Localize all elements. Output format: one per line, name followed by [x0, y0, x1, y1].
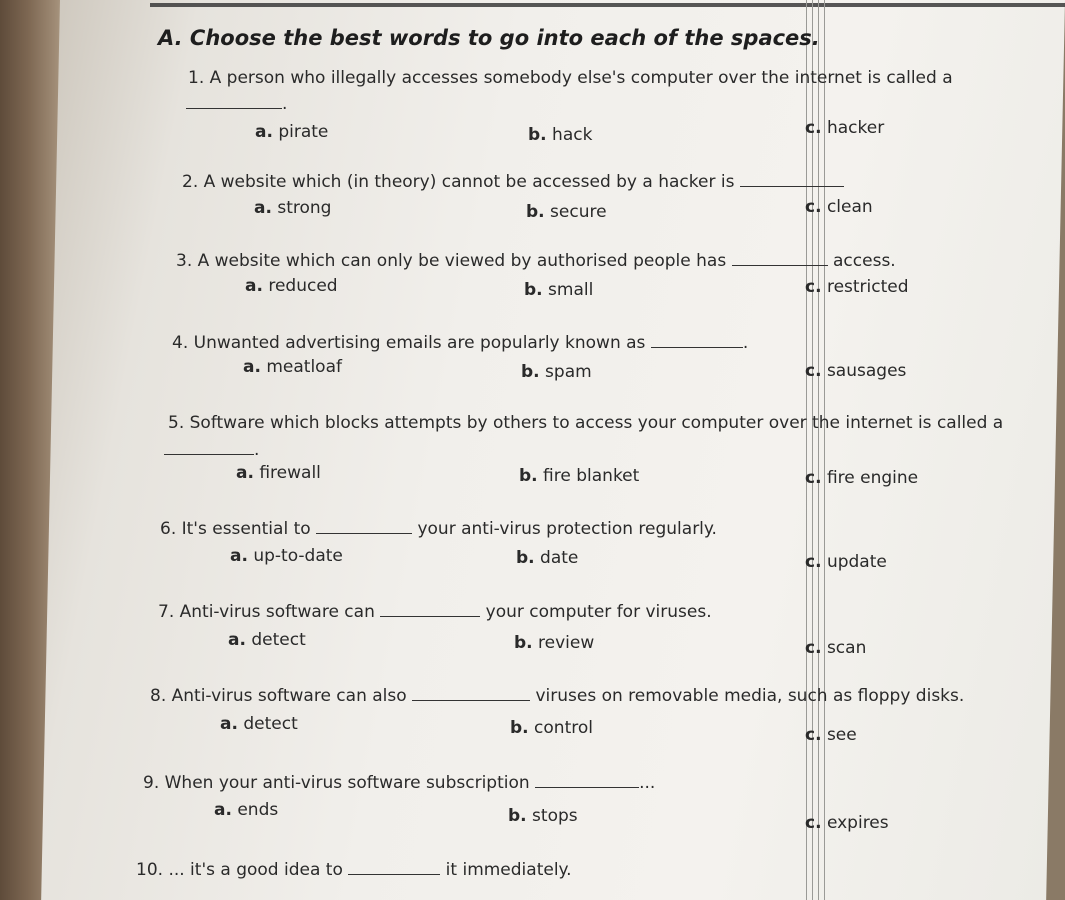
question-text: 8. Anti-virus software can also — [150, 686, 407, 706]
option-a[interactable]: a. reduced — [245, 276, 338, 296]
option-b[interactable]: b. review — [514, 633, 595, 653]
option-b[interactable]: b. hack — [528, 125, 593, 145]
question-text: 3. A website which can only be viewed by authorised people has — [176, 251, 727, 271]
option-c[interactable]: c. see — [805, 725, 857, 745]
question-text: viruses on removable media, such as floppy disks. — [535, 686, 965, 706]
answer-blank[interactable] — [380, 602, 480, 617]
option-b[interactable]: b. spam — [521, 362, 592, 382]
option-a[interactable]: a. up-to-date — [230, 546, 343, 566]
option-b[interactable]: b. stops — [508, 806, 578, 826]
question-text: 10. ... it's a good idea to — [136, 860, 343, 880]
question-text: 6. It's essential to — [160, 519, 311, 539]
answer-blank[interactable] — [732, 251, 828, 266]
option-a[interactable]: a. ends — [214, 800, 279, 820]
question-text: 2. A website which (in theory) cannot be accessed by a hacker is — [182, 172, 735, 192]
question-9 — [143, 773, 655, 793]
question-1-blank — [186, 94, 287, 114]
option-b[interactable]: b. control — [510, 718, 593, 738]
answer-blank[interactable] — [412, 686, 530, 701]
option-b[interactable]: b. small — [524, 280, 594, 300]
question-text: your computer for viruses. — [485, 602, 712, 622]
question-text: . — [254, 440, 260, 460]
option-a[interactable]: a. firewall — [236, 463, 321, 483]
option-c[interactable]: c. fire engine — [805, 468, 919, 488]
option-a[interactable]: a. strong — [254, 198, 332, 218]
option-a[interactable]: a. meatloaf — [243, 357, 342, 377]
answer-blank[interactable] — [740, 172, 844, 187]
answer-blank[interactable] — [186, 94, 282, 109]
option-c[interactable]: c. scan — [805, 638, 867, 658]
question-4 — [172, 333, 748, 353]
option-c[interactable]: c. update — [805, 552, 887, 572]
option-a[interactable]: a. detect — [228, 630, 306, 650]
question-8 — [150, 686, 964, 706]
question-5-blank — [164, 440, 259, 460]
question-text: 9. When your anti-virus software subscription — [143, 773, 530, 793]
question-text: ... — [639, 773, 656, 793]
question-1 — [188, 68, 953, 88]
question-2 — [182, 172, 844, 192]
option-c[interactable]: c. clean — [805, 197, 873, 217]
option-b[interactable]: b. fire blanket — [519, 466, 640, 486]
question-text: 4. Unwanted advertising emails are popularly known as — [172, 333, 646, 353]
answer-blank[interactable] — [651, 333, 743, 348]
option-c[interactable]: c. expires — [805, 813, 889, 833]
option-b[interactable]: b. date — [516, 548, 579, 568]
option-a[interactable]: a. pirate — [255, 122, 329, 142]
answer-blank[interactable] — [535, 773, 639, 788]
question-text: . — [742, 333, 749, 353]
question-7 — [158, 602, 712, 622]
question-text: 7. Anti-virus software can — [158, 602, 375, 622]
question-10 — [136, 860, 572, 880]
option-b[interactable]: b. secure — [526, 202, 607, 222]
answer-blank[interactable] — [348, 860, 440, 875]
option-a[interactable]: a. detect — [220, 714, 298, 734]
question-text: 1. A person who illegally accesses somebody else's computer over the internet is called a — [188, 68, 953, 88]
option-c[interactable]: c. restricted — [805, 277, 909, 297]
section-heading: A. Choose the best words to go into each of the spaces. — [158, 26, 820, 50]
option-c[interactable]: c. sausages — [805, 361, 907, 381]
question-text: it immediately. — [445, 860, 572, 880]
question-text: access. — [833, 251, 896, 271]
question-text: 5. Software which blocks attempts by others to access your computer over the internet is called a — [168, 413, 1004, 433]
question-5 — [168, 413, 1003, 433]
question-6 — [160, 519, 717, 539]
question-text: your anti-virus protection regularly. — [417, 519, 717, 539]
answer-blank[interactable] — [316, 519, 412, 534]
question-3 — [176, 251, 896, 271]
answer-blank[interactable] — [164, 440, 254, 455]
question-text: . — [282, 94, 288, 114]
option-c[interactable]: c. hacker — [805, 118, 885, 138]
